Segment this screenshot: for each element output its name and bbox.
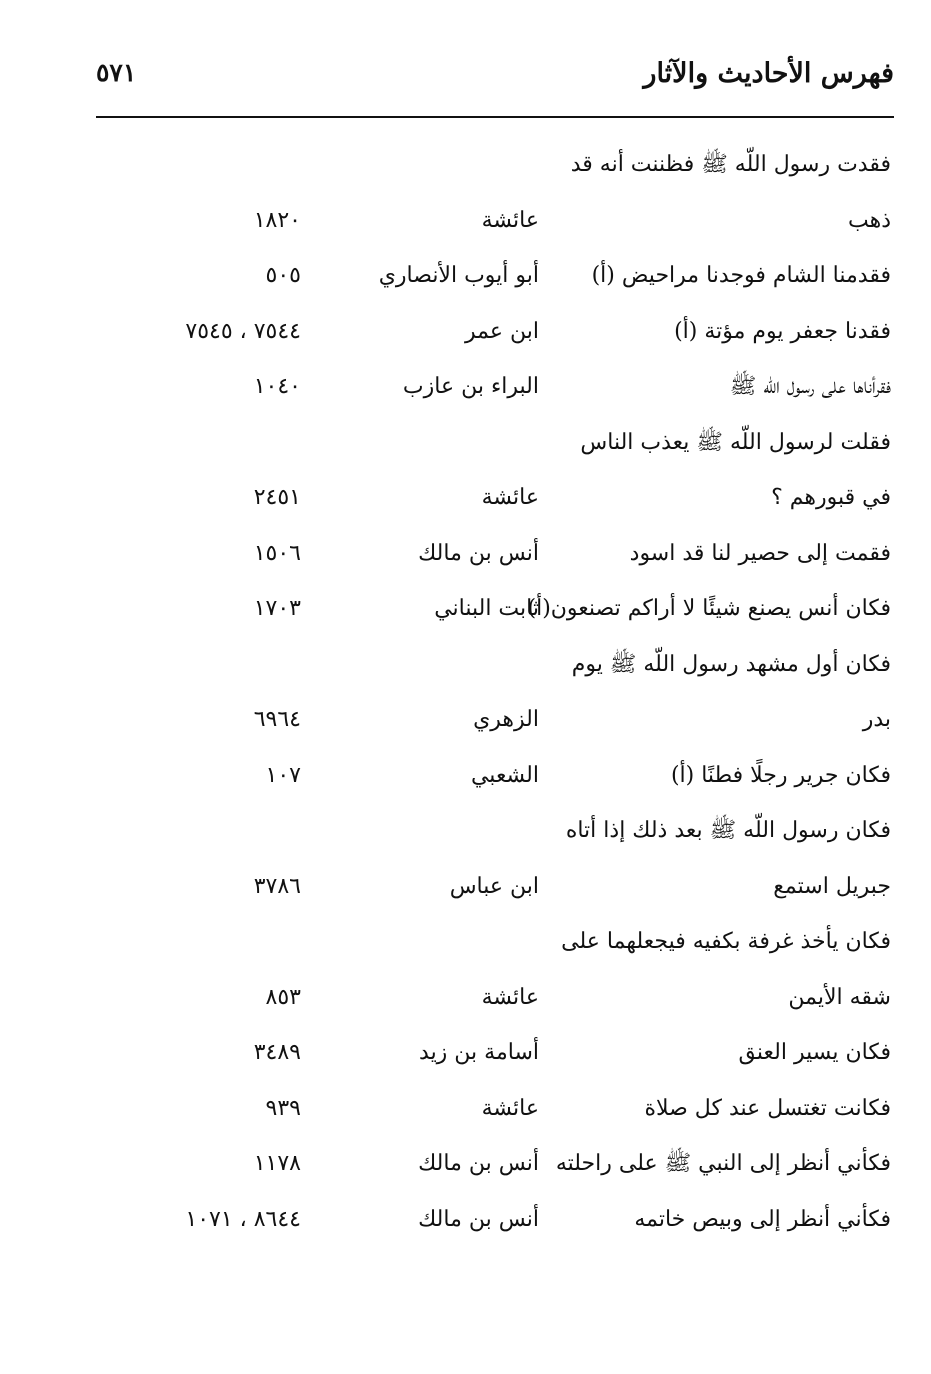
index-row xyxy=(0,415,931,471)
hadith-number: ١١٧٨ xyxy=(253,1151,301,1176)
hadith-number: ١٥٠٦ xyxy=(253,540,301,566)
index-row xyxy=(0,1136,931,1192)
narrator: عائشة xyxy=(481,1095,539,1121)
page-number: ٥٧١ xyxy=(96,58,137,87)
index-row xyxy=(0,1025,931,1081)
index-row xyxy=(0,1081,931,1137)
hadith-text: في قبورهم ؟ xyxy=(771,485,891,510)
narrator: عائشة xyxy=(481,207,539,233)
hadith-text: فقدمنا الشام فوجدنا مراحيض (أ) xyxy=(591,263,891,288)
narrator: أنس بن مالك xyxy=(418,1206,539,1232)
hadith-text: فكان يسير العنق xyxy=(738,1040,891,1065)
narrator: البراء بن عازب xyxy=(402,374,539,399)
narrator: الزهري xyxy=(473,707,539,732)
index-row xyxy=(0,637,931,693)
hadith-number: ٧٥٤٤ ، ٧٥٤٥ xyxy=(185,318,301,344)
hadith-text: فكان جرير رجلًا فطنًا (أ) xyxy=(670,762,891,788)
hadith-number: ٣٧٨٦ xyxy=(253,873,301,899)
hadith-text: فكأني أنظر إلى النبي ﷺ على راحلته xyxy=(555,1151,891,1176)
header-divider xyxy=(96,116,894,118)
hadith-text: جبريل استمع xyxy=(773,873,891,899)
hadith-text: بدر xyxy=(862,707,891,732)
index-row xyxy=(0,581,931,637)
index-row xyxy=(0,803,931,859)
index-row xyxy=(0,859,931,915)
hadith-number: ٦٩٦٤ xyxy=(253,707,301,732)
narrator: ابن عباس xyxy=(449,873,539,899)
narrator: ثابت البناني xyxy=(434,596,539,621)
hadith-number: ١٨٢٠ xyxy=(253,207,301,233)
index-row xyxy=(0,914,931,970)
index-row xyxy=(0,748,931,804)
index-row xyxy=(0,970,931,1026)
hadith-text: شقه الأيمن xyxy=(788,984,891,1010)
hadith-text: فكان أول مشهد رسول اللّه ﷺ يوم xyxy=(571,651,891,677)
narrator: أنس بن مالك xyxy=(418,1151,539,1176)
hadith-text: فكأني أنظر إلى وبيص خاتمه xyxy=(634,1206,891,1232)
index-row xyxy=(0,248,931,304)
hadith-number: ١٠٤٠ xyxy=(253,374,301,399)
narrator: عائشة xyxy=(481,485,539,510)
hadith-text: فقدت رسول اللّه ﷺ فظننت أنه قد xyxy=(570,152,891,177)
index-row xyxy=(0,137,931,193)
narrator: أسامة بن زيد xyxy=(419,1040,539,1065)
index-row xyxy=(0,470,931,526)
index-list xyxy=(0,137,931,1247)
hadith-text: فقلت لرسول اللّه ﷺ يعذب الناس xyxy=(580,429,891,455)
narrator: عائشة xyxy=(481,984,539,1010)
narrator: ابن عمر xyxy=(465,318,539,344)
narrator: أنس بن مالك xyxy=(418,540,539,566)
index-row xyxy=(0,526,931,582)
hadith-text: فقدنا جعفر يوم مؤتة (أ) xyxy=(674,318,891,344)
hadith-number: ١٠٧ xyxy=(265,762,301,788)
hadith-text: ذهب xyxy=(847,207,891,233)
hadith-text: فقمت إلى حصير لنا قد اسود xyxy=(629,540,891,566)
page-header xyxy=(96,58,894,108)
hadith-text: فكان يأخذ غرفة بكفيه فيجعلهما على xyxy=(561,929,891,954)
hadith-number: ١٧٠٣ xyxy=(253,596,301,621)
page-title: فهرس الأحاديث والآثار xyxy=(643,58,894,89)
index-row xyxy=(0,692,931,748)
hadith-number: ٥٠٥ xyxy=(265,263,301,288)
hadith-number: ٣٤٨٩ xyxy=(253,1040,301,1065)
narrator: أبو أيوب الأنصاري xyxy=(378,263,539,288)
hadith-number: ٩٣٩ xyxy=(265,1095,301,1121)
hadith-number: ٢٤٥١ xyxy=(253,485,301,510)
hadith-number: ٨٥٣ xyxy=(265,984,301,1010)
hadith-text: فكان رسول اللّه ﷺ بعد ذلك إذا أتاه xyxy=(565,818,891,843)
index-row xyxy=(0,1192,931,1248)
index-row xyxy=(0,193,931,249)
index-row xyxy=(0,359,931,415)
index-row xyxy=(0,304,931,360)
hadith-text: فقرأناها على رسول اللّه ﷺ xyxy=(729,374,891,399)
hadith-number: ٨٦٤٤ ، ١٠٧١ xyxy=(185,1206,301,1232)
hadith-text: فكانت تغتسل عند كل صلاة xyxy=(644,1095,891,1121)
hadith-text: فكان أنس يصنع شيئًا لا أراكم تصنعون(أ) xyxy=(527,596,891,621)
narrator: الشعبي xyxy=(470,762,539,788)
